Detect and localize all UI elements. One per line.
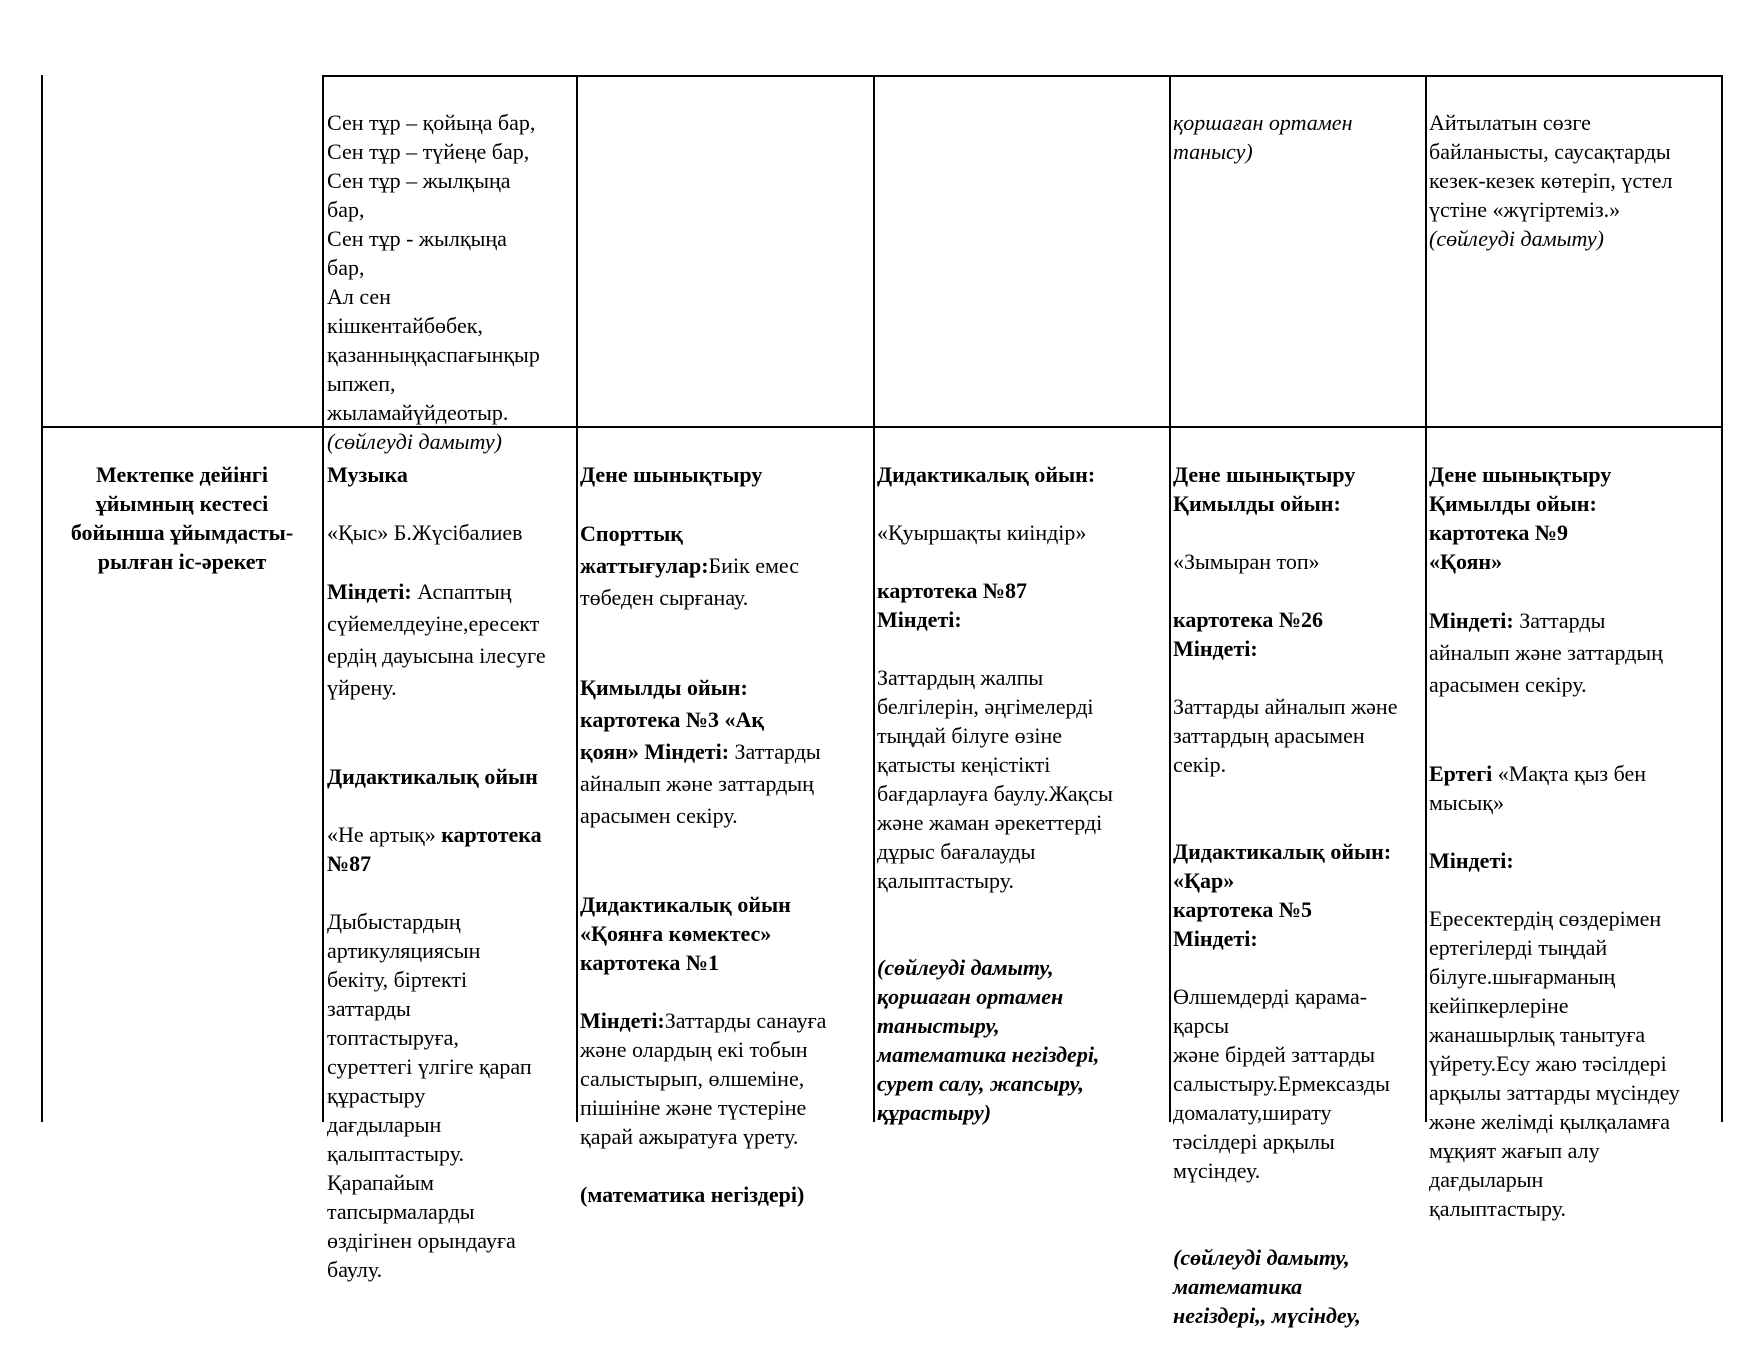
tale-label: Ертегі (1429, 761, 1493, 786)
task-label: Міндеті: (1429, 608, 1514, 633)
activity-title: Дидактикалық ойын: «Қар» картотека №5 Міндеті: (1173, 839, 1392, 951)
activity-name (1429, 759, 1719, 817)
row1-col-b (327, 79, 575, 485)
activity-description: Айтылатын сөзге байланысты, саусақтарды кезек-кезек көтеріп, үстел үстіне «жүгіртеміз.» (1429, 110, 1673, 222)
subject-tag: (сөйлеуді дамыту) (327, 429, 502, 454)
task-block (327, 576, 575, 704)
task-text: Аспаптың сүйемелдеуіне,ересект ердің дауысына ілесуге үйрену. (327, 579, 546, 700)
task-label: Міндеті: (1429, 848, 1514, 873)
poem-line: Сен тұр – түйеңе бар, (327, 139, 530, 164)
activity-name: «Зымыран топ» (1173, 549, 1320, 574)
subject-tag: (сөйлеуді дамыту) (1429, 226, 1604, 251)
table-right-border (1721, 75, 1723, 430)
task-block (580, 518, 872, 614)
task-block (580, 672, 872, 832)
task-text: Биік емес төбеден сырғанау. (580, 553, 800, 610)
poem-line: Сен тұр – жылқыңа бар, (327, 168, 511, 222)
subject-tag: (сөйлеуді дамыту, математика негіздері,, мүсіндеу, (1173, 1245, 1361, 1328)
subject-tag: (математика негіздері) (580, 1182, 805, 1207)
task-label: Спорттық жаттығулар: (580, 521, 709, 578)
task-text: Ересектердің сөздерімен ертегілерді тыңдай білуге.шығарманың кейіпкерлеріне жанашырлық танытуға үйрету.Есу жаю тәсілдері арқылы заттарды мүсіндеу және желімді қылқаламға мұқият жағып алу дағдыларын қалыптастыру. (1429, 906, 1680, 1221)
table-top-border (322, 75, 1723, 77)
activity-title: Дидактикалық ойын «Қоянға көмектес» картотека №1 (580, 892, 791, 975)
column-divider-3 (873, 75, 875, 1122)
activity-name: «Қуыршақты киіндір» (877, 520, 1087, 545)
activity-name: «Қыс» Б.Жүсібалиев (327, 520, 523, 545)
task-label: Міндеті: (327, 579, 412, 604)
row-heading-text: Мектепке дейінгі ұйымның кестесі бойынша ұйымдасты- рылған іс-әрекет (70, 462, 294, 574)
task-text: Заттардың жалпы белгілерін, әңгімелерді тыңдай білуге өзіне қатысты кеңістікті бағдарлауға баулу.Жақсы және жаман әрекеттерді дұрыс бағалауды қалыптастыру. (877, 665, 1113, 893)
tale-name: «Мақта қыз бен мысық» (1429, 761, 1647, 815)
activity-title: Дене шынықтыру (580, 462, 763, 487)
activity-title: Дидактикалық ойын (327, 764, 538, 789)
subject-tag: қоршаған ортамен танысу) (1173, 110, 1353, 164)
column-divider-2 (576, 75, 578, 1122)
task-text: Өлшемдерді қарама- қарсы және бірдей заттарды салыстыру.Ермексазды домалату,ширату тәсілдері арқылы мүсіндеу. (1173, 984, 1390, 1183)
activity-title: Дидактикалық ойын: (877, 462, 1096, 487)
row2-col-c (580, 431, 872, 1238)
row2-heading (45, 431, 319, 605)
activity-title: Музыка (327, 462, 408, 487)
task-text: Заттарды айналып және заттардың арасымен секіру. (580, 739, 821, 828)
column-divider-4 (1169, 75, 1171, 1122)
row-divider (41, 426, 1723, 428)
poem-line: Ал сен кішкентайбөбек, қазанныңқаспағынқыр ыпжеп, жыламайүйдеотыр. (327, 284, 540, 425)
game-name: «Не артық» (327, 822, 442, 847)
row2-col-e (1173, 431, 1423, 1359)
card-number: картотека №87 Міндеті: (877, 578, 1028, 632)
task-text: Заттарды айналып және заттардың арасымен секіру. (1429, 608, 1663, 697)
row2-col-b (327, 431, 575, 1313)
card-number: картотека №87 (327, 822, 542, 876)
task-text: Заттарды айналып және заттардың арасымен секір. (1173, 694, 1398, 777)
task-text: Заттарды санауға және олардың екі тобын салыстырып, өлшеміне, пішініне және түстеріне қарай ажыратуға үрету. (580, 1008, 827, 1149)
table-right-border-lower (1721, 426, 1723, 1122)
activity-title: Дене шынықтыру Қимылды ойын: картотека №9 «Қоян» (1429, 462, 1612, 574)
column-divider-5 (1425, 75, 1427, 1122)
activity-name (327, 820, 575, 878)
task-label: Қимылды ойын: картотека №3 «Ақ қоян» Міндеті: (580, 675, 765, 764)
column-divider-1 (322, 75, 324, 1122)
subject-tag: (сөйлеуді дамыту, қоршаған ортамен таныстыру, математика негіздері, сурет салу, жапсыру, құрастыру) (877, 955, 1100, 1125)
table-left-border (41, 75, 43, 1122)
row1-col-e (1173, 79, 1423, 195)
row2-col-d (877, 431, 1167, 1156)
row2-col-f (1429, 431, 1719, 1252)
task-label: Міндеті: (580, 1008, 665, 1033)
card-number: картотека №26 Міндеті: (1173, 607, 1324, 661)
task-block (580, 1006, 872, 1151)
activity-title: Дене шынықтыру Қимылды ойын: (1173, 462, 1356, 516)
task-block (1429, 605, 1719, 701)
poem-line: Сен тұр - жылқыңа бар, (327, 226, 507, 280)
poem-line: Сен тұр – қойыңа бар, (327, 110, 536, 135)
row1-col-f (1429, 79, 1719, 282)
task-text: Дыбыстардың артикуляциясын бекіту, біртекті заттарды топтастыруға, суреттегі үлгіге қарап құрастыру дағдыларын қалыптастыру. Қарапайым тапсырмаларды өздігінен орындауға баулу. (327, 909, 532, 1282)
